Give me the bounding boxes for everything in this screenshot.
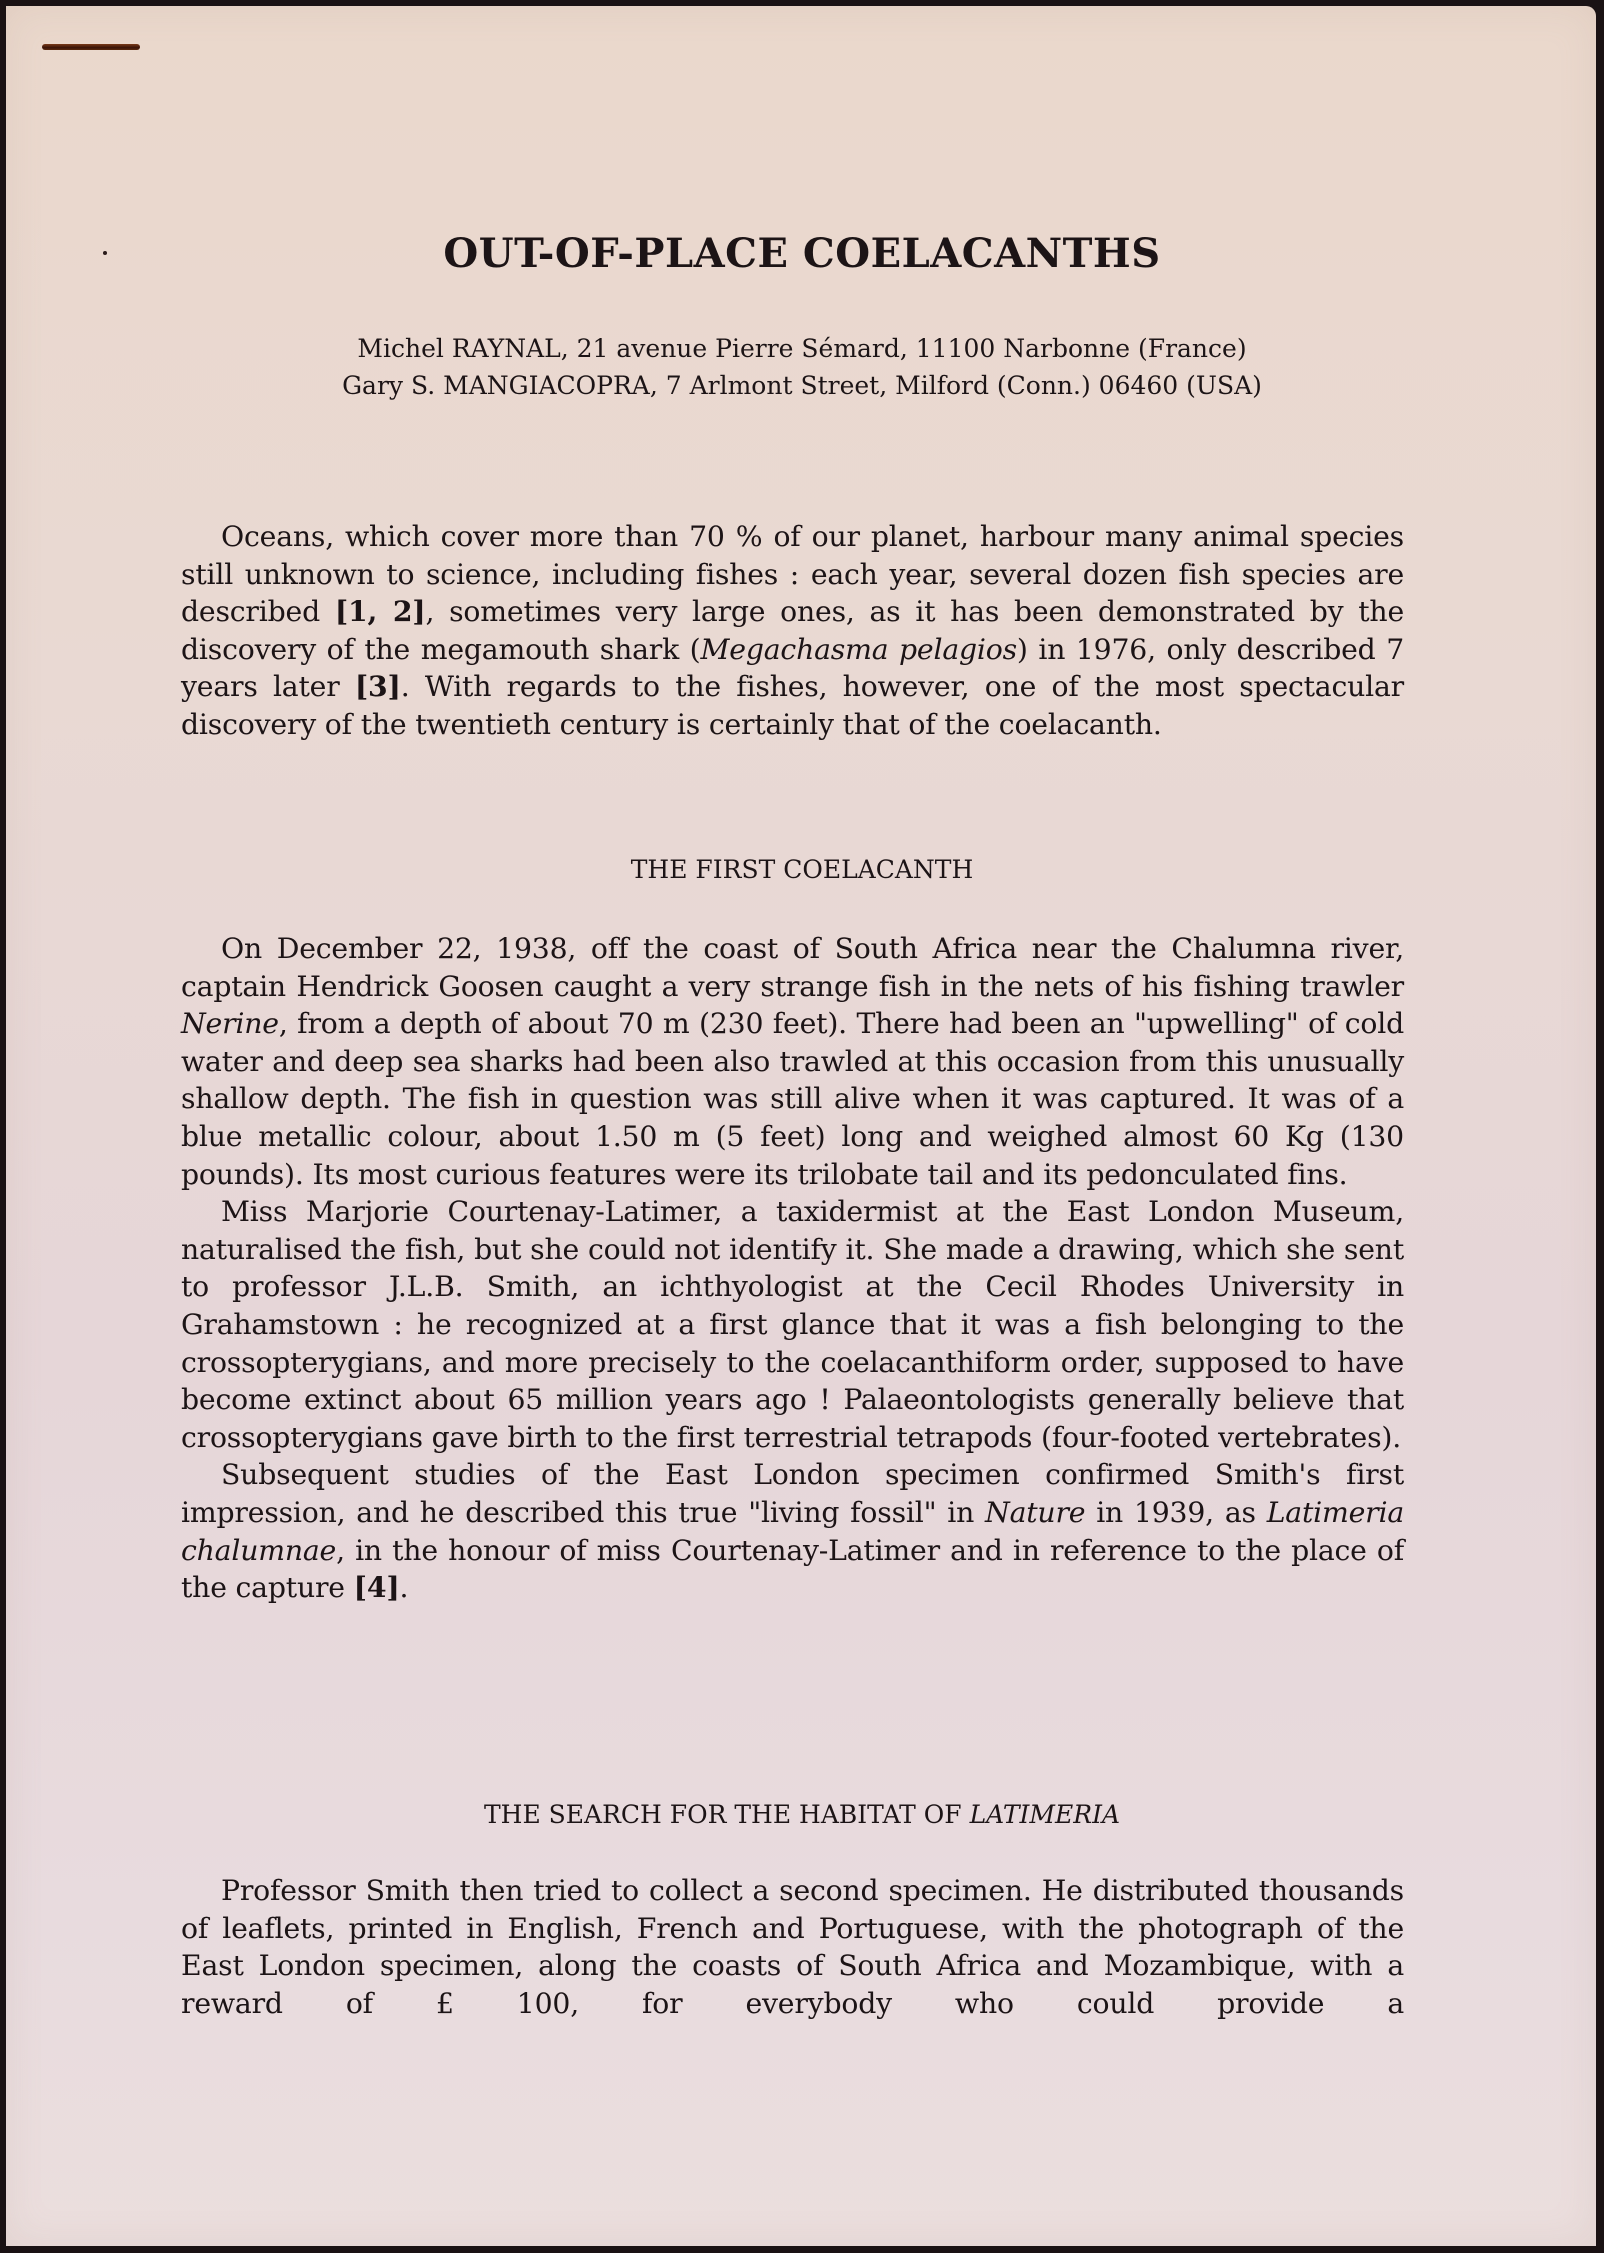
citation: [1, 2]: [334, 594, 426, 629]
body-paragraph: Miss Marjorie Courtenay-Latimer, a taxidermist at the East London Museum, naturalised the fish, but she could not identify it. She made a drawing, which she sent to professor J.L.B. Smith, an ichthyologist at the Cecil Rhodes University in Grahamstown : he recognized at a first glance that it was a fish belonging to the crossopterygians, and more precisely to the coelacanthiform order, supposed to have become extinct about 65 million years ago ! Palaeontologists generally believe that crossopterygians gave birth to the first terrestrial tetrapods (four-footed vertebrates).: [181, 1195, 1404, 1454]
author-line: Gary S. MANGIACOPRA, 7 Arlmont Street, Milford (Conn.) 06460 (USA): [342, 371, 1262, 400]
intro-paragraph: Oceans, which cover more than 70 % of our planet, harbour many animal species still unknown to science, including fishes : each year, several dozen fish species are described [1, 2], sometimes very large ones, as it has been demonstrated by the discovery of the megamouth shark (Megachasma pelagios) in 1976, only described 7 years later [3]. With regards to the fishes, however, one of the most spectacular discovery of the twentieth century is certainly that of the coelacanth.: [181, 520, 1405, 741]
section-heading-first-coelacanth: THE FIRST COELACANTH: [630, 855, 974, 884]
section-first-coelacanth: [181, 930, 1404, 1607]
intro-section: [181, 518, 1404, 744]
genus-name: LATIMERIA: [969, 1800, 1121, 1829]
citation: [3]: [354, 669, 401, 704]
body-paragraph: Subsequent studies of the East London specimen confirmed Smith's first impression, and he described this true "living fossil" in Nature in 1939, as Latimeria chalumnae, in the honour of miss Courtenay-Latimer and in reference to the place of the capture [4].: [181, 1458, 1404, 1605]
species-name: Latimeria chalumnae: [181, 1495, 1404, 1567]
journal-name: Nature: [985, 1495, 1086, 1529]
section-habitat: [181, 1872, 1404, 2022]
species-name: Megachasma pelagios: [700, 632, 1017, 666]
section-heading-habitat: THE SEARCH FOR THE HABITAT OF LATIMERIA: [483, 1800, 1121, 1829]
article-title: OUT-OF-PLACE COELACANTHS: [443, 230, 1161, 277]
body-paragraph: On December 22, 1938, off the coast of South Africa near the Chalumna river, captain Hendrick Goosen caught a very strange fish in the nets of his fishing trawler Nerine, from a depth of about 70 m (230 feet). There had been an "upwelling" of cold water and deep sea sharks had been also trawled at this occasion from this unusually shallow depth. The fish in question was still alive when it was captured. It was of a blue metallic colour, about 1.50 m (5 feet) long and weighed almost 60 Kg (130 pounds). Its most curious features were its trilobate tail and its pedonculated fins.: [181, 932, 1404, 1191]
ship-name: Nerine: [181, 1007, 279, 1041]
author-list: [0, 330, 1604, 404]
author-line: Michel RAYNAL, 21 avenue Pierre Sémard, 11100 Narbonne (France): [357, 334, 1247, 363]
citation: [4]: [353, 1570, 400, 1605]
body-paragraph: Professor Smith then tried to collect a second specimen. He distributed thousands of leaflets, printed in English, French and Portuguese, with the photograph of the East London specimen, along the coasts of South Africa and Mozambique, with a reward of £ 100, for everybody who could provide a: [181, 1874, 1404, 2020]
staple-mark: [42, 44, 140, 50]
